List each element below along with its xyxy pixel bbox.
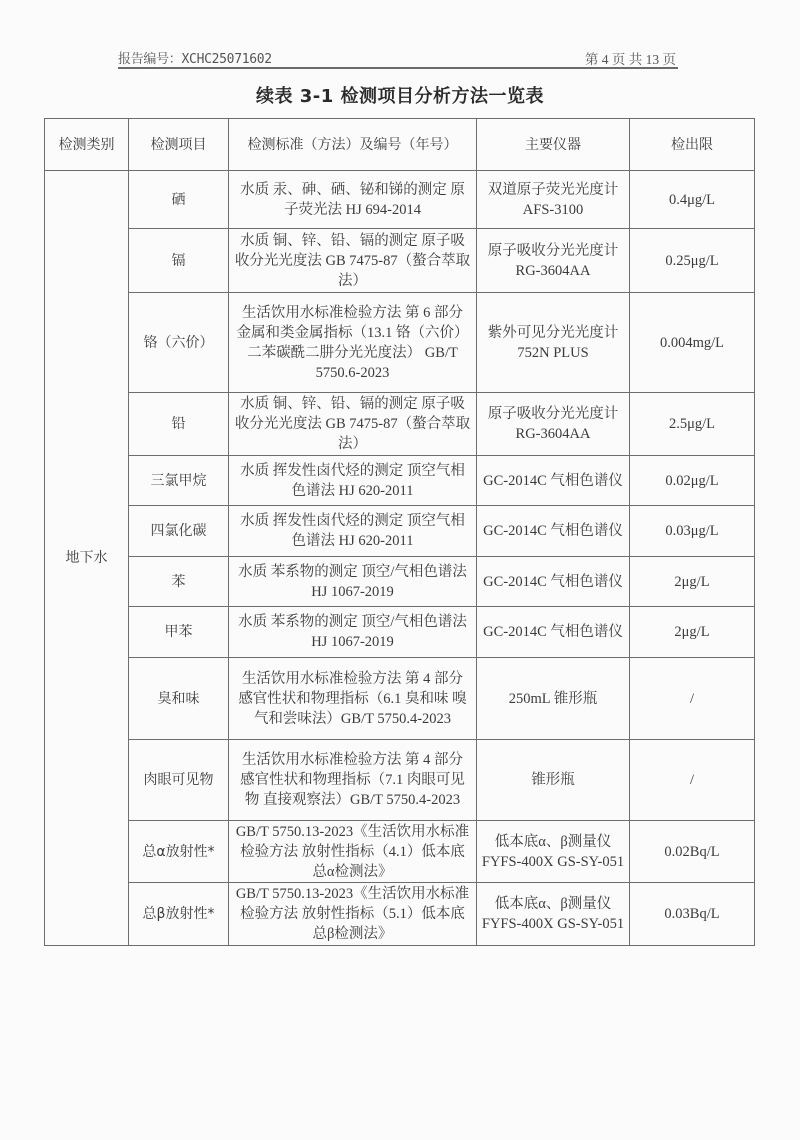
standard-cell: 水质 苯系物的测定 顶空/气相色谱法 HJ 1067-2019 <box>229 607 477 658</box>
table-row <box>45 506 755 557</box>
limit-cell: 2μg/L <box>630 557 755 607</box>
page-indicator: 第 4 页 共 13 页 <box>584 52 676 67</box>
limit-cell: / <box>630 740 755 821</box>
instrument-cell: 锥形瓶 <box>477 740 630 821</box>
table-row <box>45 658 755 740</box>
column-header-category: 检测类别 <box>45 119 129 171</box>
standard-cell: 水质 铜、锌、铅、镉的测定 原子吸收分光光度法 GB 7475-87（螯合萃取法） <box>229 229 477 293</box>
limit-cell: 0.25μg/L <box>630 229 755 293</box>
table-title: 续表 3-1 检测项目分析方法一览表 <box>255 86 545 107</box>
table-row <box>45 557 755 607</box>
item-cell: 苯 <box>129 557 229 607</box>
report-number-label: 报告编号： <box>118 52 182 67</box>
table-row <box>45 171 755 229</box>
item-cell: 硒 <box>129 171 229 229</box>
instrument-cell: 低本底α、β测量仪 FYFS-400X GS-SY-051 <box>477 821 630 883</box>
standard-cell: 生活饮用水标准检验方法 第 4 部分 感官性状和物理指标（7.1 肉眼可见物 直接观察法）GB/T 5750.4-2023 <box>229 740 477 821</box>
column-header-item: 检测项目 <box>129 119 229 171</box>
standard-cell: 水质 挥发性卤代烃的测定 顶空气相色谱法 HJ 620-2011 <box>229 506 477 557</box>
instrument-cell: GC-2014C 气相色谱仪 <box>477 506 630 557</box>
limit-cell: 0.004mg/L <box>630 293 755 393</box>
standard-cell: 生活饮用水标准检验方法 第 6 部分 金属和类金属指标（13.1 铬（六价） 二苯碳酰二肼分光光度法） GB/T 5750.6-2023 <box>229 293 477 393</box>
limit-cell: / <box>630 658 755 740</box>
limit-cell: 0.03Bq/L <box>630 883 755 946</box>
item-cell: 三氯甲烷 <box>129 456 229 506</box>
limit-cell: 0.4μg/L <box>630 171 755 229</box>
standard-cell: 水质 汞、砷、硒、铋和锑的测定 原子荧光法 HJ 694-2014 <box>229 171 477 229</box>
report-number <box>118 48 272 67</box>
table-row <box>45 293 755 393</box>
column-header-instrument: 主要仪器 <box>477 119 630 171</box>
item-cell: 铅 <box>129 393 229 456</box>
item-cell: 总α放射性* <box>129 821 229 883</box>
methods-table <box>44 118 755 946</box>
table-row <box>45 456 755 506</box>
item-cell: 肉眼可见物 <box>129 740 229 821</box>
table-row <box>45 393 755 456</box>
column-header-limit: 检出限 <box>630 119 755 171</box>
page-header <box>118 46 678 69</box>
category-cell: 地下水 <box>45 171 129 946</box>
table-row <box>45 821 755 883</box>
report-number-value: XCHC25071602 <box>181 52 272 67</box>
standard-cell: 水质 铜、锌、铅、镉的测定 原子吸收分光光度法 GB 7475-87（螯合萃取法） <box>229 393 477 456</box>
table-row <box>45 607 755 658</box>
item-cell: 总β放射性* <box>129 883 229 946</box>
standard-cell: 水质 苯系物的测定 顶空/气相色谱法 HJ 1067-2019 <box>229 557 477 607</box>
limit-cell: 0.02Bq/L <box>630 821 755 883</box>
instrument-cell: 原子吸收分光光度计 RG-3604AA <box>477 393 630 456</box>
standard-cell: 生活饮用水标准检验方法 第 4 部分 感官性状和物理指标（6.1 臭和味 嗅气和尝味法）GB/T 5750.4-2023 <box>229 658 477 740</box>
table-header-row <box>45 119 755 171</box>
standard-cell: GB/T 5750.13-2023《生活饮用水标准检验方法 放射性指标（5.1）低本底总β检测法》 <box>229 883 477 946</box>
standard-cell: GB/T 5750.13-2023《生活饮用水标准检验方法 放射性指标（4.1）低本底总α检测法》 <box>229 821 477 883</box>
table-row <box>45 883 755 946</box>
table-row <box>45 740 755 821</box>
limit-cell: 2μg/L <box>630 607 755 658</box>
item-cell: 镉 <box>129 229 229 293</box>
instrument-cell: GC-2014C 气相色谱仪 <box>477 456 630 506</box>
table-row <box>45 229 755 293</box>
instrument-cell: GC-2014C 气相色谱仪 <box>477 607 630 658</box>
item-cell: 甲苯 <box>129 607 229 658</box>
instrument-cell: 紫外可见分光光度计 752N PLUS <box>477 293 630 393</box>
instrument-cell: 原子吸收分光光度计 RG-3604AA <box>477 229 630 293</box>
item-cell: 铬（六价） <box>129 293 229 393</box>
item-cell: 臭和味 <box>129 658 229 740</box>
column-header-standard: 检测标准（方法）及编号（年号） <box>229 119 477 171</box>
instrument-cell: 低本底α、β测量仪 FYFS-400X GS-SY-051 <box>477 883 630 946</box>
standard-cell: 水质 挥发性卤代烃的测定 顶空气相色谱法 HJ 620-2011 <box>229 456 477 506</box>
instrument-cell: 250mL 锥形瓶 <box>477 658 630 740</box>
limit-cell: 2.5μg/L <box>630 393 755 456</box>
item-cell: 四氯化碳 <box>129 506 229 557</box>
instrument-cell: GC-2014C 气相色谱仪 <box>477 557 630 607</box>
instrument-cell: 双道原子荧光光度计 AFS-3100 <box>477 171 630 229</box>
limit-cell: 0.03μg/L <box>630 506 755 557</box>
limit-cell: 0.02μg/L <box>630 456 755 506</box>
